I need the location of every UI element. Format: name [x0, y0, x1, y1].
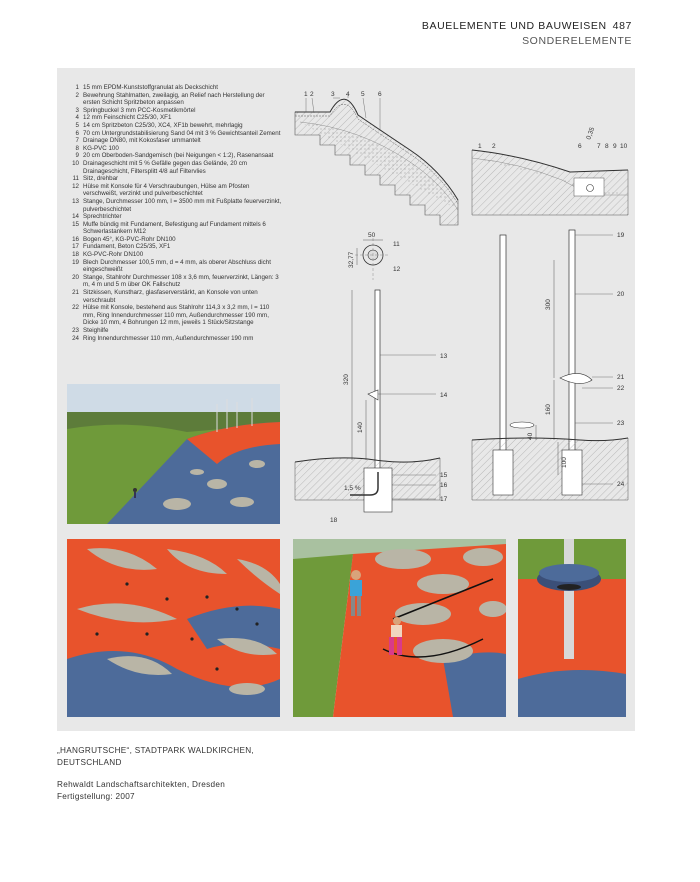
photo-children-playing — [293, 539, 506, 717]
legend-number: 22 — [72, 304, 79, 312]
legend-number: 24 — [72, 334, 79, 342]
legend-number: 10 — [72, 159, 79, 167]
sb-label: 2 — [492, 143, 496, 150]
sb-label: 7 — [597, 143, 601, 150]
subsection-title: SONDERELEMENTE — [522, 35, 632, 47]
legend-number: 4 — [75, 114, 79, 122]
legend-number: 21 — [72, 289, 79, 297]
photo-seat-pole — [518, 539, 626, 717]
legend-text: Drainage DN80, mit Kokosfaser ummantelt — [83, 137, 201, 145]
caption-title-line2: DEUTSCHLAND — [57, 758, 122, 767]
legend-text: Bogen 45°, KG-PVC-Rohr DN100 — [83, 235, 176, 243]
legend-number: 8 — [75, 144, 79, 152]
pole-left-drawing — [295, 290, 448, 524]
pole-left-label: 14 — [440, 392, 448, 399]
sa-label: 6 — [378, 91, 382, 98]
legend-number: 2 — [75, 91, 79, 99]
legend-text: Fundament, Beton C25/35, XF1 — [83, 243, 171, 251]
pole-left-slope: 1,5 % — [344, 485, 361, 492]
legend-number: 7 — [75, 137, 79, 145]
sb-label: 8 — [605, 143, 609, 150]
legend-text: 12 mm Feinschicht C25/30, XF1 — [83, 114, 172, 122]
pole-right-dim: 160 — [545, 404, 552, 415]
sa-label: 2 — [310, 91, 314, 98]
sb-label: 10 — [620, 143, 628, 150]
pole-left-label: 16 — [440, 482, 448, 489]
legend-number: 12 — [72, 182, 79, 190]
pole-right-dim: 40 — [527, 432, 534, 440]
seat-plan-drawing — [348, 232, 401, 280]
legend-text: Springbuckel 3 mm PCC-Kosmetikmörtel — [83, 106, 196, 114]
pole-right-drawing — [472, 230, 628, 500]
legend-text: Steighilfe — [83, 327, 109, 334]
sa-label: 5 — [361, 91, 365, 98]
legend-number: 6 — [75, 129, 79, 137]
pole-right-label: 24 — [617, 481, 625, 488]
legend-number: 19 — [72, 258, 79, 266]
pole-right-label: 22 — [617, 385, 625, 392]
pole-right-label: 21 — [617, 374, 625, 381]
legend-text: KG-PVC-Rohr DN100 — [83, 251, 144, 259]
photo-hillside-overview — [67, 384, 280, 524]
pole-right-dim: 100 — [561, 457, 568, 468]
legend-number: 1 — [75, 84, 79, 91]
legend-number: 9 — [75, 152, 79, 160]
section-a-drawing — [295, 91, 458, 225]
legend-text: 14 cm Spritzbeton C25/30, XC4, XF1b bewehrt, mehrlagig — [83, 121, 243, 129]
caption-completion: Fertigstellung: 2007 — [57, 792, 135, 801]
sa-label: 3 — [331, 91, 335, 98]
legend-text: Muffe bündig mit Fundament, Befestigung auf Fundament mittels 6 Schwerlastankern M12 — [83, 220, 266, 236]
legend-text: 20 cm Oberboden-Sandgemisch (bei Neigungen < 1:2), Rasenansaat — [83, 152, 274, 160]
section-b-drawing — [472, 126, 628, 215]
legend-text: Stange, Durchmesser 100 mm, l = 3500 mm mit Fußplatte feuerverzinkt, pulverbeschichtet — [83, 197, 282, 213]
plan-dim: 32,77 — [348, 251, 355, 268]
pole-left-label: 18 — [330, 517, 338, 524]
legend-text: 15 mm EPDM-Kunststoffgranulat als Deckschicht — [83, 84, 219, 91]
legend-text: Stange, Stahlrohr Durchmesser 108 x 3,6 mm, feuerverzinkt, Längen: 3 m, 4 m und 5 m über OK Fallschutz — [83, 273, 279, 289]
legend-text: 70 cm Untergrundstabilisierung Sand 04 mit 3 % Gewichtsanteil Zement — [83, 129, 281, 137]
legend-number: 16 — [72, 235, 79, 243]
legend-text: Hülse mit Konsole, bestehend aus Stahlrohr 114,3 x 3,2 mm, l = 110 mm, Ring Innendurchmesser 110 mm, Außendurchmesser 190 mm, Dicke 10 mm, 4 Bohrungen 12 mm, jeweils 1 Stück/Sitzstange — [83, 304, 270, 327]
sb-label: 9 — [613, 143, 617, 150]
figure-caption — [57, 745, 254, 803]
legend-text: Drainageschicht mit 5 % Gefälle gegen das Gelände, 20 cm Drainageschicht, Filtersplitt 4/8 auf Filtervlies — [83, 159, 248, 175]
legend-number: 5 — [75, 121, 79, 129]
pole-left-label: 17 — [440, 496, 448, 503]
legend-text: Ring Innendurchmesser 110 mm, Außendurchmesser 190 mm — [83, 334, 254, 342]
caption-architect: Rehwaldt Landschaftsarchitekten, Dresden — [57, 780, 226, 789]
plan-dim: 50 — [368, 232, 376, 239]
sa-label: 1 — [304, 91, 308, 98]
section-title: BAUELEMENTE UND BAUWEISEN — [421, 20, 607, 32]
legend-text: Hülse mit Konsole für 4 Verschraubungen, Hülse am Pfosten verschweißt, verzinkt und pulverbeschichtet — [83, 182, 250, 198]
pole-left-label: 15 — [440, 472, 448, 479]
photo-climbing-holds — [67, 539, 280, 717]
sb-dimension: 0,35 — [585, 126, 597, 141]
pole-right-label: 20 — [617, 291, 625, 298]
legend-text: Sitz, drehbar — [83, 175, 119, 183]
pole-right-label: 19 — [617, 232, 625, 239]
legend-number: 14 — [72, 213, 79, 221]
legend-number: 23 — [72, 327, 79, 334]
legend-number: 20 — [72, 273, 79, 281]
legend-text: KG-PVC 100 — [83, 144, 119, 152]
legend-number: 15 — [72, 220, 79, 228]
legend-number: 18 — [72, 251, 79, 259]
plan-label: 11 — [393, 241, 400, 248]
legend-text: Sitzkissen, Kunstharz, glasfaserverstärkt, an Konsole von unten verschraubt — [83, 289, 258, 304]
legend-text: Bewehrung Stahlmatten, zweilagig, an Relief nach Herstellung der ersten Schicht Spritzbeton anpassen — [83, 91, 265, 107]
legend-number: 11 — [72, 175, 79, 183]
legend-number: 17 — [72, 243, 79, 251]
legend-number: 13 — [72, 197, 79, 205]
pole-right-dim: 300 — [545, 299, 552, 310]
legend-text: Sprechtrichter — [83, 213, 122, 221]
sb-label: 1 — [478, 143, 482, 150]
pole-left-dim: 140 — [357, 422, 364, 433]
caption-title-line1: „HANGRUTSCHE“, STADTPARK WALDKIRCHEN, — [57, 746, 254, 755]
plan-label: 12 — [393, 266, 401, 273]
sa-label: 4 — [346, 91, 350, 98]
pole-left-dim: 320 — [343, 374, 350, 385]
page-number: 487 — [612, 20, 632, 32]
legend-number: 3 — [75, 106, 79, 114]
sb-label: 6 — [578, 143, 582, 150]
legend-text: Blech Durchmesser 100,5 mm, d = 4 mm, als oberer Abschluss dicht eingeschweißt — [83, 258, 271, 274]
pole-left-label: 13 — [440, 353, 448, 360]
pole-right-label: 23 — [617, 420, 625, 427]
